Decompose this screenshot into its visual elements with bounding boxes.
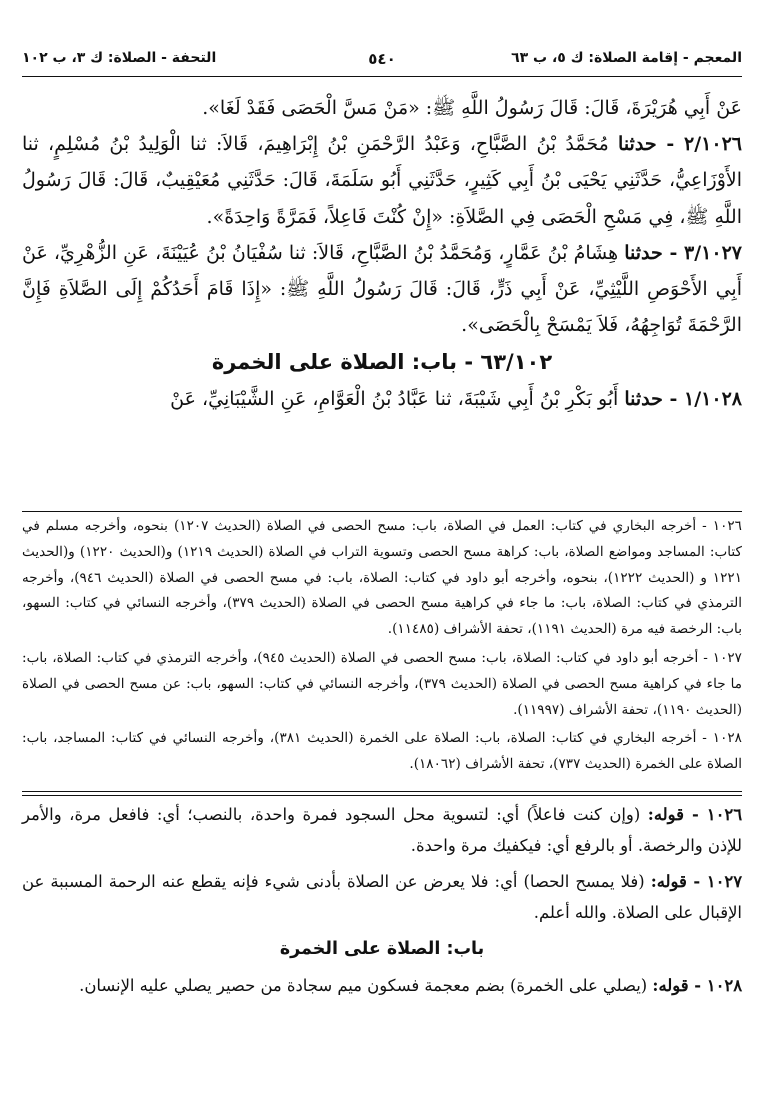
footnote: ١٠٢٨ - أخرجه البخاري في كتاب: الصلاة، باب: الصلاة على الخمرة (الحديث ٣٨١)، وأخرجه النسائي في كتاب: المساجد، باب: الصلاة على الخمرة (الحديث ٧٣٧)، تحفة الأشراف (١٨٠٦٢).	[22, 730, 742, 773]
footnote: ١٠٢٧ - أخرجه أبو داود في كتاب: الصلاة، باب: مسح الحصى في الصلاة (الحديث ٩٤٥)، وأخرجه الترمذي في كتاب: الصلاة، باب: ما جاء في كراهية مسح الحصى في الصلاة (الحديث ٣٧٩)، وأخرجه النسائي في كتاب: السهو، باب: عن مسح الحصى في الصلاة (الحديث ١١٩٠)، تحفة الأشراف (١١٩٩٧).	[22, 649, 743, 718]
commentary-note: ١٠٢٧ - قوله: (فلا يمسح الحصا) أي: فلا يعرض عن الصلاة بأدنى شيء فإنه يقطع عنه الرحمة المسببة عن الإقبال على الصلاة. والله أعلم.	[22, 872, 742, 922]
footnote: ١٠٢٦ - أخرجه البخاري في كتاب: العمل في الصلاة، باب: مسح الحصى في الصلاة (الحديث ١٢٠٧) بنحوه، وأخرجه مسلم في كتاب: المساجد ومواضع الصلاة، باب: كراهة مسح الحصى وتسوية التراب في الصلاة (الحديث ١٢١٩) و(الحديث ١٢٢٠) و(الحديث ١٢٢١ و (الحديث ١٢٢٢)، بنحوه، وأخرجه أبو داود في كتاب: الصلاة، باب: في مسح الحصى في الصلاة (الحديث ٩٤٦)، وأخرجه الترمذي في كتاب: الصلاة، باب: ما جاء في كراهية مسح الحصى في الصلاة (الحديث ٣٧٩)، وأخرجه النسائي في كتاب: السهو، باب: الرخصة فيه مرة (الحديث ١١٩١)، تحفة الأشراف (١١٤٨٥).	[22, 518, 743, 638]
hadith-number: ٣/١٠٢٧ - حدثنا	[624, 241, 742, 264]
commentary-lead: ١٠٢٨ - قوله:	[652, 975, 742, 995]
commentary-lead: ١٠٢٦ - قوله:	[647, 805, 742, 824]
hadith-text	[22, 90, 742, 418]
commentary-heading: باب: الصلاة على الخمرة	[279, 939, 485, 959]
commentary-note: ١٠٢٦ - قوله: (وإن كنت فاعلاً) أي: لتسوية محل السجود فمرة واحدة، بالنصب؛ أي: فافعل مرة، والأمر للإذن والرخصة. أو بالرفع أي: فيكفيك مرة واحدة.	[22, 805, 742, 855]
hadith-number: ٢/١٠٢٦ - حدثنا	[618, 133, 742, 156]
chapter-heading: ٦٣/١٠٢ - باب: الصلاة على الخمرة	[211, 350, 553, 375]
takhrij-footnotes	[22, 514, 742, 778]
hadith-paragraph: ٢/١٠٢٦ - حدثنا مُحَمَّدُ بْنُ الصَّبَّاحِ، وَعَبْدُ الرَّحْمَنِ بْنُ إِبْرَاهِيمَ، قَالاَ: ثنا الْوَلِيدُ بْنُ مُسْلِمٍ، ثنا الأَوْزَاعِيُّ، حَدَّثَنِي يَحْيَى بْنُ أَبِي كَثِيرٍ، حَدَّثَنِي أَبُو سَلَمَةَ، قَالَ: حَدَّثَنِي مُعَيْقِيبٌ، قَالَ: قَالَ رَسُولُ اللَّهِ ﷺ، فِي مَسْحِ الْحَصَى فِي الصَّلاَةِ: «إِنْ كُنْتَ فَاعِلاً، فَمَرَّةً وَاحِدَةً».	[22, 133, 742, 228]
commentary-rule	[22, 795, 742, 796]
hadith-number: ١/١٠٢٨ - حدثنا	[624, 388, 742, 411]
header-left: التحفة - الصلاة: ك ٣، ب ١٠٢	[22, 50, 217, 66]
commentary-note: ١٠٢٨ - قوله: (يصلي على الخمرة) بضم معجمة فسكون ميم سجادة من حصير يصلي عليه الإنسان.	[79, 975, 742, 995]
hadith-paragraph: ١/١٠٢٨ - حدثنا أَبُو بَكْرِ بْنُ أَبِي شَيْبَةَ، ثنا عَبَّادُ بْنُ الْعَوَّامِ، عَنِ الشَّيْبَانِيِّ، عَنْ	[170, 388, 742, 411]
commentary	[22, 800, 742, 1001]
page-number: ٥٤٠	[368, 50, 396, 68]
header-rule	[22, 76, 742, 77]
commentary-rule	[22, 791, 742, 792]
footnote-rule	[22, 511, 742, 512]
book-page	[22, 0, 742, 1101]
hadith-paragraph: عَنْ أَبِي هُرَيْرَةَ، قَالَ: قَالَ رَسُولُ اللَّهِ ﷺ: «مَنْ مَسَّ الْحَصَى فَقَدْ لَغَا».	[202, 97, 742, 119]
commentary-lead: ١٠٢٧ - قوله:	[650, 872, 742, 891]
running-header	[22, 50, 742, 72]
hadith-paragraph: ٣/١٠٢٧ - حدثنا هِشَامُ بْنُ عَمَّارٍ، وَمُحَمَّدُ بْنُ الصَّبَّاحِ، قَالاَ: ثنا سُفْيَانُ بْنُ عُيَيْنَةَ، عَنِ الزُّهْرِيِّ، عَنْ أَبِي الأَحْوَصِ اللَّيْثِيِّ، عَنْ أَبِي ذَرٍّ، قَالَ: قَالَ رَسُولُ اللَّهِ ﷺ: «إِذَا قَامَ أَحَدُكُمْ إِلَى الصَّلاَةِ فَإِنَّ الرَّحْمَةَ تُوَاجِهُهُ، فَلاَ يَمْسَحْ بِالْحَصَى».	[22, 241, 742, 337]
header-right: المعجم - إقامة الصلاة: ك ٥، ب ٦٣	[511, 50, 742, 66]
